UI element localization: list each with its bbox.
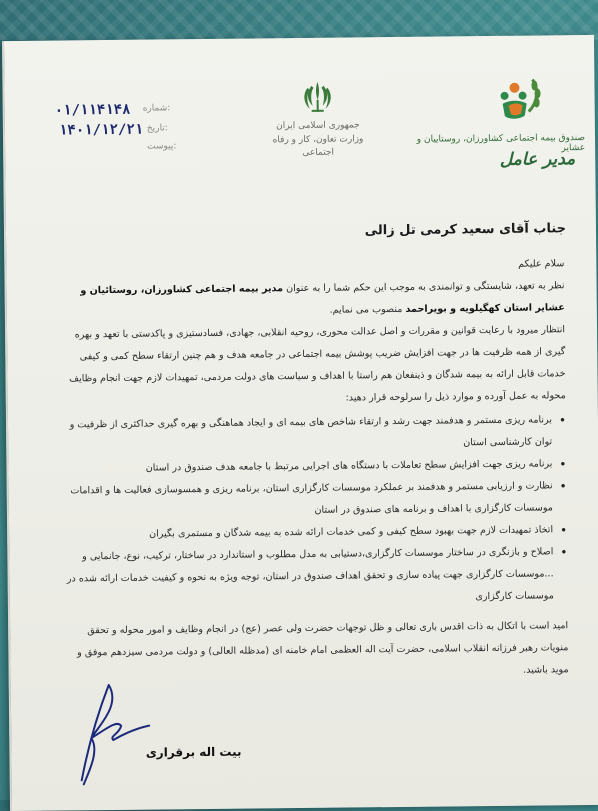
letter-date-value: ۱۴۰۱/۱۲/۲۱ [58, 121, 144, 139]
addressee: جناب آقای سعید کرمی تل زالی [364, 221, 567, 239]
letter-body [58, 253, 568, 686]
appointment-text-a: نظر به تعهد، شایستگی و توانمندی به موجب این حکم شما را به عنوان [282, 280, 565, 295]
closing-paragraph: امید است با اتکال به ذات اقدس باری تعالی و ظل توجهات حضرت ولی عصر (عج) در انجام وظایف و امور محوله و تحقق منویات رهبر فرزانه انقلاب اسلامی، حضرت آیت اله العظمی امام خامنه ای (مدظله العالی) و دولت مردمی سیزدهم موفق و موید باشید. [77, 620, 569, 676]
letter-attachment-label: پیوست: [147, 141, 177, 152]
list-item: • برنامه ریزی مستمر و هدفمند جهت رشد و ارتقاء شاخص های بیمه ای و ایجاد هماهنگی و بهره گیری حداکثری از ظرفیت و توان کارشناسی استان [60, 409, 566, 458]
letter-number-value: ۰۱/۱۱۴۱۴۸ [54, 101, 131, 119]
gov-header [262, 79, 373, 170]
list-item: • برنامه ریزی جهت افزایش سطح تعاملات با دستگاه های اجرایی مرتبط با جامعه هدف صندوق در استان [60, 453, 566, 480]
background-pattern [0, 0, 598, 40]
agricultural-insurance-fund-logo [494, 75, 547, 128]
org-title: مدیر عامل [499, 149, 576, 170]
list-item: • اصلاح و بازنگری در ساختار موسسات کارگزاری،دستیابی به مدل مطلوب و استاندارد در ساختار، ترکیب، نوع، جانمایی و ...موسسات کارگزاری جهت پیاده سازی و تحقق اهداف صندوق در استان، توجه ویژه به نحوه و کیفیت خدمات ارائه شده در موسسات کارگزاری [61, 541, 568, 612]
list-item: • نظارت و ارزیابی مستمر و هدفمند بر عملکرد موسسات کارگزاری استان، برنامه ریزی و همسوسازی فعالیت ها و اقدامات موسسات کارگزاری با اهداف و برنامه های صندوق در استان [61, 475, 567, 524]
letter-number-label: شماره: [142, 103, 171, 114]
org-header [416, 75, 586, 187]
handwritten-signature [69, 680, 160, 791]
gov-line-1: جمهوری اسلامی ایران [276, 120, 360, 132]
appointment-text-c: منصوب می نمایم. [329, 303, 406, 316]
directives-list [60, 409, 568, 612]
letter-date-label: تاریخ: [146, 123, 168, 134]
appointment-position: مدیر بیمه اجتماعی کشاورزان، روستائیان و عشایر استان کهگیلویه و بویراحمد [80, 283, 565, 315]
org-name: صندوق بیمه اجتماعی کشاورزان، روستاییان و عشایر [416, 133, 586, 154]
greeting: سلام علیکم [518, 258, 565, 270]
appointment-paragraph [58, 275, 564, 324]
signer-name: بیت اله برقراری [145, 744, 242, 760]
letter-meta [55, 101, 186, 162]
expectations-paragraph: انتظار میرود با رعایت قوانین و مقررات و اصل عدالت محوری، روحیه انقلابی، جهادی، فسادستیزی و پاکدستی با تعهد و بهره گیری از همه ظرفیت ها در جهت افزایش ضریب پوشش بیمه اجتماعی در جامعه هدف و هم چنین ارتقاء سطح کمی و کیفی خدمات قابل ارائه به بیمه شدگان و ذینفعان هم راستا با اهداف و سیاست های دولت مردمی، تمهیدات لازم جهت انجام وظایف محوله به عمل آورده و موارد ذیل را سرلوحه قرار دهید: [69, 324, 566, 404]
letter-paper [2, 35, 598, 811]
iran-emblem-icon [302, 80, 332, 114]
gov-line-2: وزارت تعاون، کار و رفاه اجتماعی [272, 134, 364, 158]
list-item: • اتخاذ تمهیدات لازم جهت بهبود سطح کیفی و کمی خدمات ارائه شده به بیمه شدگان و مستمری بگیران [61, 519, 567, 546]
